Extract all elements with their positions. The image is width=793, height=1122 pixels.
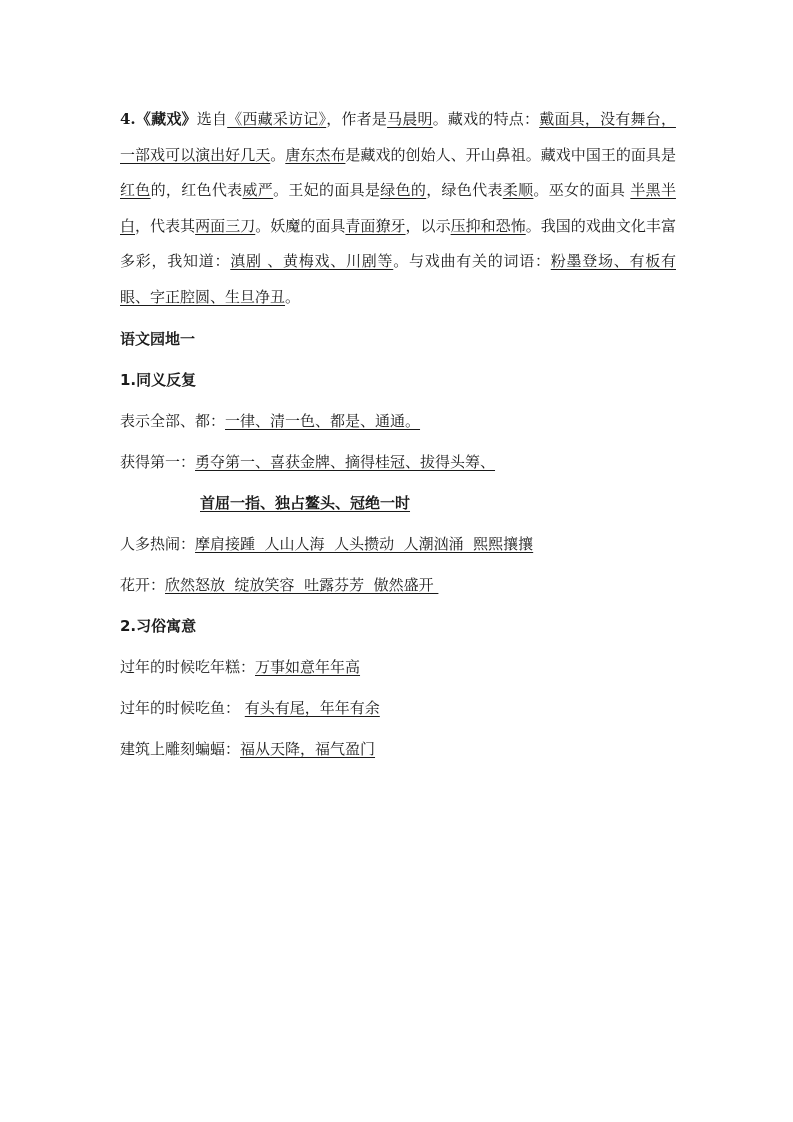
founder-answer: 唐东杰布 — [285, 145, 346, 164]
bat-line — [120, 729, 676, 770]
all-line — [120, 401, 676, 442]
cake-label: 过年的时候吃年糕： — [120, 658, 256, 676]
text-segment: 。巫女的面具 — [533, 181, 631, 199]
text-segment: ，代表其 — [135, 216, 196, 235]
fish-label: 过年的时候吃鱼： — [120, 699, 241, 717]
text-segment: 。藏戏的特点： — [432, 110, 540, 128]
first-line — [120, 442, 676, 483]
text-segment: 。 — [285, 287, 301, 306]
opera-words-answer: 粉墨登场、有板有眼、字正腔圆、生旦净丑 — [120, 252, 676, 306]
flower-line — [120, 565, 676, 606]
first-label: 获得第一： — [120, 453, 196, 471]
witch-mask-answer: 半黑半白 — [120, 181, 676, 235]
fish-line — [120, 688, 676, 729]
flower-label: 花开： — [120, 576, 166, 594]
text-segment: 是藏戏的创始人、开山鼻祖。藏戏中国王的面具是 — [345, 145, 676, 164]
section-title: 《藏戏》 — [135, 110, 197, 128]
text-segment: 。我国的戏曲文化丰富多彩，我知道： — [120, 216, 676, 270]
text-segment: ，绿色代表 — [426, 181, 503, 199]
text-segment: 。妖魔的面具 — [255, 216, 346, 235]
cake-words: 万事如意年年高 — [255, 658, 361, 676]
crowd-line — [120, 524, 676, 565]
text-segment: 。王妃的面具是 — [273, 181, 381, 199]
first-words-2: 首屈一指、独占鳌头、冠绝一时 — [200, 494, 411, 512]
crowd-label: 人多热闹： — [120, 535, 196, 553]
king-color-answer: 红色 — [120, 181, 151, 199]
operas-answer: 滇剧 、黄梅戏、川剧等 — [230, 252, 394, 270]
demon-meaning-answer: 压抑和恐怖 — [450, 216, 526, 235]
queen-color-answer: 绿色的 — [380, 181, 427, 199]
text-segment: 。与戏曲有关的词语： — [393, 252, 551, 270]
fish-words: 有头有尾，年年有余 — [244, 699, 380, 717]
cake-line — [120, 647, 676, 688]
text-segment: ，以示 — [405, 216, 451, 235]
first-line-continued — [120, 483, 676, 524]
subheading-customs: 2.习俗寓意 — [120, 617, 197, 635]
text-segment: ，作者是 — [326, 110, 388, 128]
section-number: 4. — [120, 110, 136, 128]
flower-words: 欣然怒放 绽放笑容 吐露芬芳 傲然盛开 — [165, 576, 439, 594]
subheading-synonyms: 1.同义反复 — [120, 371, 197, 389]
author-answer: 马晨明 — [387, 110, 433, 128]
king-meaning-answer: 威严 — [242, 181, 274, 199]
text-segment: 的，红色代表 — [150, 181, 243, 199]
first-words: 勇夺第一、喜获金牌、摘得桂冠、拔得头筹、 — [195, 453, 496, 471]
section-4-paragraph — [120, 102, 676, 315]
bat-words: 福从天降，福气盈门 — [240, 740, 376, 758]
garden-heading: 语文园地一 — [120, 330, 196, 348]
text-segment: 选自 — [196, 110, 228, 128]
bat-label: 建筑上雕刻蝙蝠： — [120, 740, 241, 758]
source-answer: 《西藏采访记》 — [227, 110, 327, 128]
all-words: 一律、清一色、都是、通通。 — [225, 412, 421, 430]
witch-meaning-answer: 两面三刀 — [195, 216, 256, 235]
text-segment: 。 — [270, 145, 286, 164]
document-page — [120, 102, 676, 770]
demon-mask-answer: 青面獠牙 — [345, 216, 406, 235]
queen-meaning-answer: 柔顺 — [502, 181, 534, 199]
feature-answer: 戴面具，没有舞台，一部戏可以演出好几天 — [120, 110, 676, 164]
all-label: 表示全部、都： — [120, 412, 226, 430]
crowd-words: 摩肩接踵 人山人海 人头攒动 人潮汹涌 熙熙攘攘 — [195, 535, 534, 553]
